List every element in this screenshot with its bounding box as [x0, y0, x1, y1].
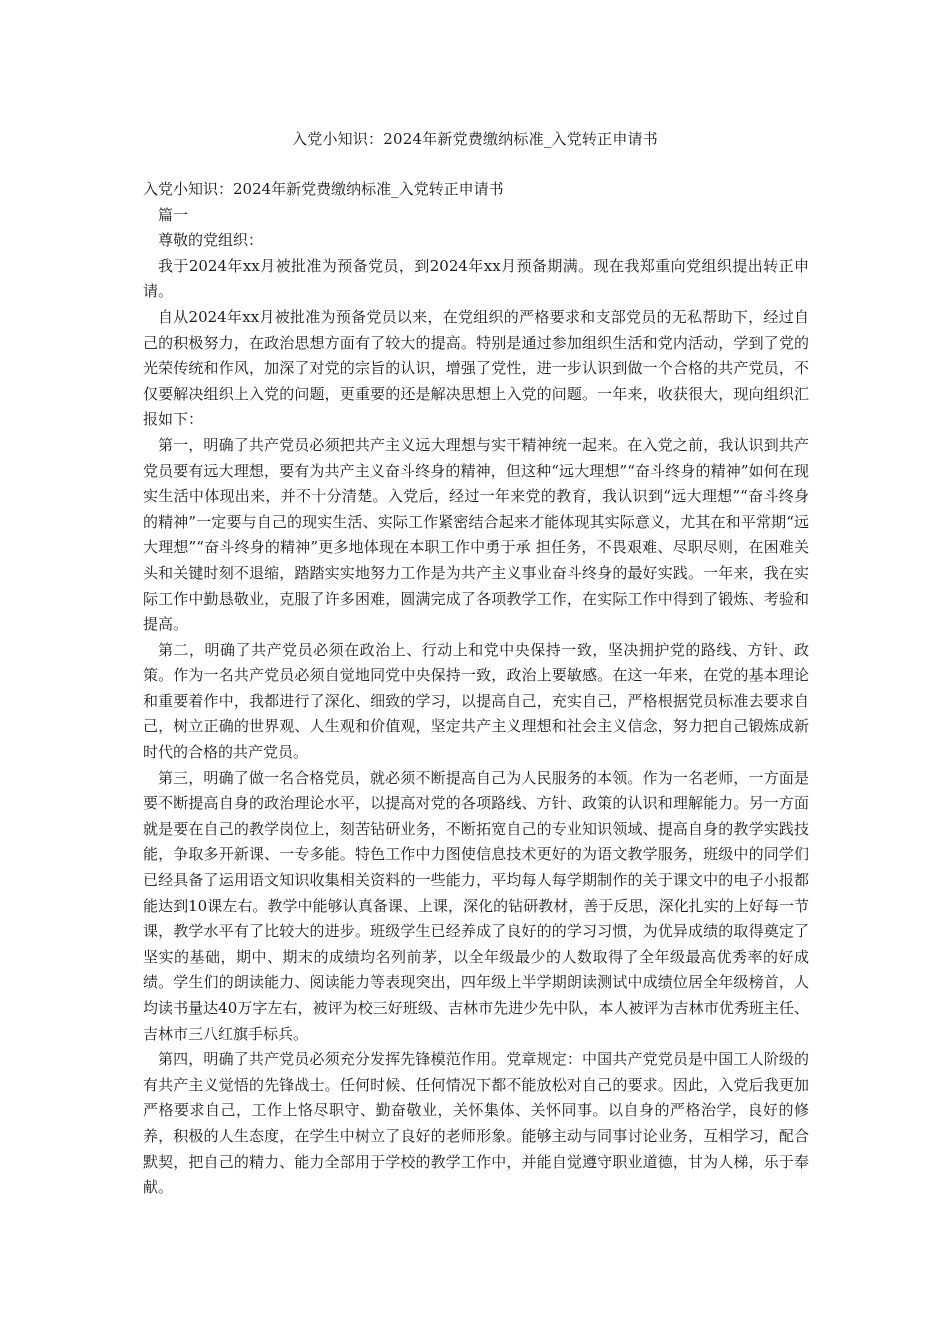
paragraph: 第三，明确了做一名合格党员，就必须不断提高自己为人民服务的本领。作为一名老师，一方面是要不断提高自身的政治理论水平，以提高对党的各项路线、方针、政策的认识和理解能力。另一方面就是要在自己的教学岗位上，刻苦钻研业务，不断拓宽自己的专业知识领域、提高自身的教学实践技能，争取多开新课、一专多能。特色工作中力图使信息技术更好的为语文教学服务，班级中的同学们已经具备了运用语文知识收集相关资料的一些能力，平均每人每学期制作的关于课文中的电子小报都能达到10课左右。教学中能够认真备课、上课，深化的钻研教材，善于反思，深化扎实的上好每一节课，教学水平有了比较大的进步。班级学生已经养成了良好的的学习习惯，为优异成绩的取得奠定了坚实的基础，期中、期末的成绩均名列前茅，以全年级最少的人数取得了全年级最高优秀率的好成绩。学生们的朗读能力、阅读能力等表现突出，四年级上半学期朗读测试中成绩位居全年级榜首，人均读书量达40万字左右，被评为校三好班级、吉林市先进少先中队，本人被评为吉林市优秀班主任、吉林市三八红旗手标兵。 [143, 768, 809, 1043]
document-body [143, 177, 809, 1201]
paragraph: 自从2024年xx月被批准为预备党员以来，在党组织的严格要求和支部党员的无私帮助下，经过自己的积极努力，在政治思想方面有了较大的提高。特别是通过参加组织生活和党内活动，学到了党的光荣传统和作风，加深了对党的宗旨的认识，增强了党性，进一步认识到做一个合格的共产党员，不仅要解决组织上入党的问题，更重要的还是解决思想上入党的问题。一年来，收获很大，现向组织汇报如下： [143, 307, 809, 429]
paragraph: 尊敬的党组织： [158, 231, 264, 250]
paragraph: 第二，明确了共产党员必须在政治上、行动上和党中央保持一致，坚决拥护党的路线、方针、政策。作为一名共产党员必须自觉地同党中央保持一致，政治上要敏感。在这一年来，在党的基本理论和重要着作中，我都进行了深化、细致的学习，以提高自己，充实自己，严格根据党员标准去要求自己，树立正确的世界观、人生观和价值观，坚定共产主义理想和社会主义信念，努力把自己锻炼成新时代的合格的共产党员。 [143, 640, 809, 762]
document-title: 入党小知识：2024年新党费缴纳标准_入党转正申请书 [292, 130, 658, 148]
paragraph: 我于2024年xx月被批准为预备党员，到2024年xx月预备期满。现在我郑重向党组织提出转正申请。 [143, 256, 809, 301]
paragraph: 篇一 [158, 205, 189, 224]
paragraph: 第四，明确了共产党员必须充分发挥先锋模范作用。党章规定：中国共产党党员是中国工人阶级的有共产主义觉悟的先锋战士。任何时候、任何情况下都不能放松对自己的要求。因此，入党后我更加严格要求自己，工作上恪尽职守、勤奋敬业，关怀集体、关怀同事。以自身的严格治学，良好的修养，积极的人生态度，在学生中树立了良好的老师形象。能够主动与同事讨论业务，互相学习，配合默契，把自己的精力、能力全部用于学校的教学工作中，并能自觉遵守职业道德，甘为人梯，乐于奉献。 [143, 1050, 809, 1197]
paragraph: 第一，明确了共产党员必须把共产主义远大理想与实干精神统一起来。在入党之前，我认识到共产党员要有远大理想，要有为共产主义奋斗终身的精神，但这种“远大理想”“奋斗终身的精神”如何在现实生活中体现出来，并不十分清楚。入党后，经过一年来党的教育，我认识到“远大理想”“奋斗终身的精神”一定要与自己的现实生活、实际工作紧密结合起来才能体现其实际意义，尤其在和平常期“远大理想”“奋斗终身的精神”更多地体现在本职工作中勇于承 担任务，不畏艰难、尽职尽则，在困难关头和关键时刻不退缩，踏踏实实地努力工作是为共产主义事业奋斗终身的最好实践。一年来，我在实际工作中勤恳敬业，克服了许多困难，圆满完成了各项教学工作，在实际工作中得到了锻炼、考验和提高。 [143, 435, 809, 634]
paragraph: 入党小知识：2024年新党费缴纳标准_入党转正申请书 [143, 180, 504, 198]
